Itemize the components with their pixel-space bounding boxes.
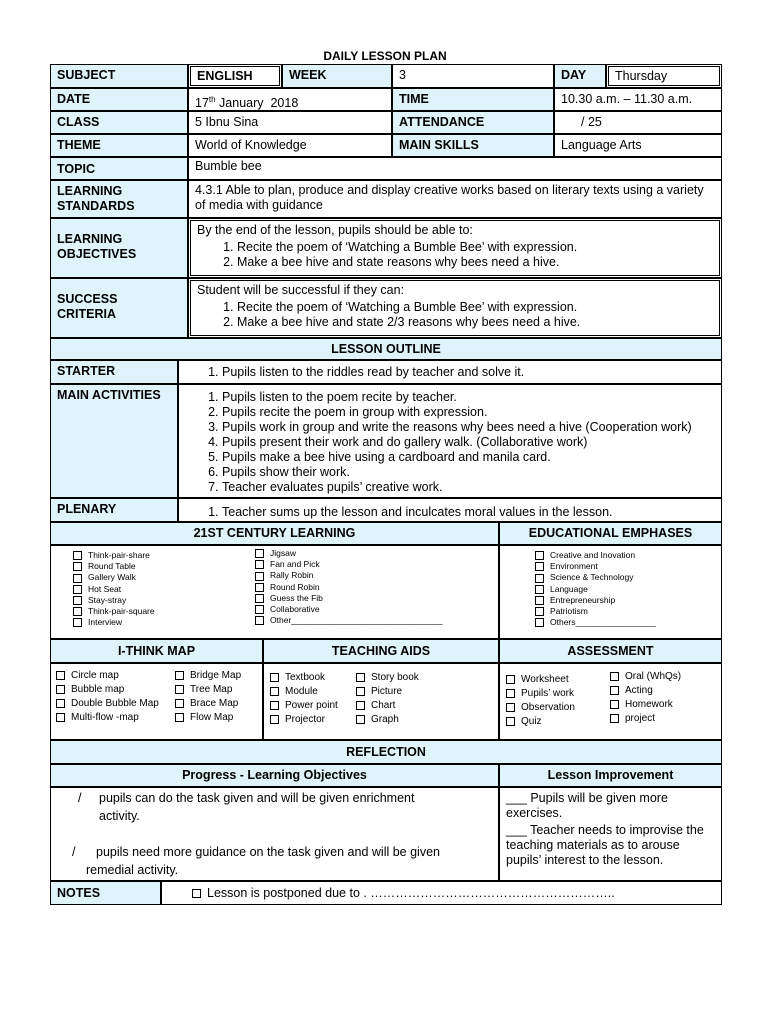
checkbox[interactable]: [356, 687, 365, 696]
option-label: Projector: [285, 714, 326, 725]
checkbox[interactable]: [270, 687, 279, 696]
main-activity-item: 3. Pupils work in group and write the reasons why bees need a hive (Cooperation work): [222, 420, 715, 435]
option-label: Homework: [625, 699, 673, 710]
checkbox[interactable]: [506, 717, 515, 726]
success-item: 2. Make a bee hive and state 2/3 reasons why bees need a hive.: [237, 315, 713, 330]
checkbox[interactable]: [192, 889, 201, 898]
success-criteria-content: [188, 278, 722, 338]
main-activity-item: 7. Teacher evaluates pupils’ creative work.: [222, 480, 715, 495]
checkbox[interactable]: [73, 607, 82, 616]
improvement-line-2: ___ Teacher needs to improvise the teaching materials as to arouse pupils’ interest to the lesson.: [506, 823, 704, 867]
checkbox[interactable]: [610, 700, 619, 709]
option-label: Story book: [371, 672, 419, 683]
time-label: TIME: [392, 88, 554, 111]
checkbox[interactable]: [610, 672, 619, 681]
learning-standards-value: 4.3.1 Able to plan, produce and display creative works based on literary texts using a variety of media with guidance: [188, 180, 722, 218]
objective-item: 1. Recite the poem of ‘Watching a Bumble Bee’ with expression.: [237, 240, 713, 255]
week-label: WEEK: [282, 64, 392, 88]
option-label: project: [625, 713, 656, 724]
option-label: Module: [285, 686, 318, 697]
checkbox[interactable]: [56, 685, 65, 694]
starter-label: STARTER: [50, 360, 178, 384]
checkbox[interactable]: [356, 673, 365, 682]
checkbox[interactable]: [255, 605, 264, 614]
option-label: Textbook: [285, 672, 326, 683]
option-label: Flow Map: [190, 712, 234, 723]
main-activity-item: 1. Pupils listen to the poem recite by teacher.: [222, 390, 715, 405]
plenary-item: 1. Teacher sums up the lesson and inculcates moral values in the lesson.: [222, 505, 715, 520]
option-label: Gallery Walk: [88, 572, 136, 583]
learning-standards-label: [50, 180, 188, 218]
assessment-heading: ASSESSMENT: [499, 639, 722, 663]
checkbox[interactable]: [255, 549, 264, 558]
notes-text: Lesson is postponed due to . …………………………………………………..: [207, 886, 615, 900]
checkbox[interactable]: [535, 551, 544, 560]
checkbox[interactable]: [56, 699, 65, 708]
subject-label: SUBJECT: [50, 64, 188, 88]
option-label: Collaborative: [270, 604, 320, 615]
option-label: Environment: [550, 561, 598, 572]
option-label: Jigsaw: [270, 548, 296, 558]
topic-value: Bumble bee: [188, 157, 722, 180]
option-label: Acting: [625, 685, 653, 696]
ls-label-line-2: STANDARDS: [57, 199, 135, 213]
subject-value: ENGLISH: [188, 64, 282, 88]
option-label: Hot Seat: [88, 583, 122, 594]
option-label: Rally Robin: [270, 570, 314, 581]
other-line: ________________________________: [291, 615, 443, 626]
main-activity-item: 5. Pupils make a bee hive using a cardboard and manila card.: [222, 450, 715, 465]
main-activities-list: [185, 390, 715, 495]
checkbox[interactable]: [73, 596, 82, 605]
progress-line-1a: pupils can do the task given and will be given enrichment: [99, 791, 415, 805]
date-label: DATE: [50, 88, 188, 111]
checkbox[interactable]: [56, 713, 65, 722]
progress-mark-1: /: [78, 791, 82, 805]
date-value: [188, 88, 392, 111]
checkbox[interactable]: [270, 715, 279, 724]
success-criteria-label: [50, 278, 188, 338]
checkbox[interactable]: [535, 562, 544, 571]
class-value: 5 Ibnu Sina: [188, 111, 392, 134]
checkbox[interactable]: [270, 701, 279, 710]
option-label: Entrepreneurship: [550, 594, 616, 605]
option-label: Circle map: [71, 670, 119, 681]
checkbox[interactable]: [255, 616, 264, 625]
checkbox[interactable]: [73, 574, 82, 583]
option-label: Picture: [371, 686, 403, 697]
checkbox[interactable]: [535, 618, 544, 627]
main-activity-item: 2. Pupils recite the poem in group with expression.: [222, 405, 715, 420]
success-intro: Student will be successful if they can:: [197, 283, 405, 297]
option-label: Stay-stray: [88, 594, 127, 605]
main-activities-label: MAIN ACTIVITIES: [50, 384, 178, 498]
option-label: Double Bubble Map: [71, 698, 159, 709]
document-title: DAILY LESSON PLAN: [323, 49, 447, 63]
time-value: 10.30 a.m. – 11.30 a.m.: [554, 88, 722, 111]
success-list: [197, 300, 713, 330]
week-value: 3: [392, 64, 554, 88]
century-learning-options: [50, 545, 499, 639]
lo-label-line-2: OBJECTIVES: [57, 247, 137, 261]
learning-objectives-label: [50, 218, 188, 278]
checkbox[interactable]: [270, 673, 279, 682]
main-activity-item: 4. Pupils present their work and do gallery walk. (Collaborative work): [222, 435, 715, 450]
option-label: Bridge Map: [190, 670, 242, 681]
attendance-label: ATTENDANCE: [392, 111, 554, 134]
option-label: Round Robin: [270, 581, 320, 592]
checkbox[interactable]: [610, 686, 619, 695]
others-line: _________________: [575, 617, 656, 628]
improvement-line-1: ___ Pupils will be given more exercises.: [506, 791, 668, 820]
option-label: Graph: [371, 714, 399, 725]
date-sup: th: [208, 95, 216, 104]
option-label: Worksheet: [521, 674, 569, 685]
ithink-map-options: [50, 663, 263, 740]
option-label: Think-pair-share: [88, 550, 150, 560]
option-label: Other: [270, 615, 292, 626]
educational-emphases-options: [499, 545, 722, 639]
option-label: Oral (WhQs): [625, 671, 682, 682]
checkbox[interactable]: [73, 551, 82, 560]
checkbox[interactable]: [255, 560, 264, 569]
checkbox[interactable]: [175, 671, 184, 680]
date-day: 17: [195, 96, 209, 111]
starter-content: [178, 360, 722, 384]
success-item: 1. Recite the poem of ‘Watching a Bumble Bee’ with expression.: [237, 300, 713, 315]
option-label: Pupils’ work: [521, 688, 574, 699]
checkbox[interactable]: [73, 562, 82, 571]
progress-content: [50, 787, 499, 881]
day-label: DAY: [554, 64, 606, 88]
plenary-list: [185, 505, 715, 520]
checkbox[interactable]: [175, 699, 184, 708]
progress-mark-2: /: [72, 845, 76, 859]
plenary-content: [178, 498, 722, 522]
improvement-content: [499, 787, 722, 881]
notes-label: NOTES: [50, 881, 161, 905]
lo-label-line-1: LEARNING: [57, 232, 123, 246]
progress-line-2b: remedial activity.: [86, 863, 179, 877]
option-label: Interview: [88, 617, 123, 628]
notes-content: [161, 881, 722, 905]
checkbox[interactable]: [175, 685, 184, 694]
objectives-intro: By the end of the lesson, pupils should be able to:: [197, 223, 473, 237]
sc-label-line-2: CRITERIA: [57, 307, 117, 321]
progress-heading: Progress - Learning Objectives: [50, 764, 499, 787]
checkbox[interactable]: [535, 585, 544, 594]
starter-item: 1. Pupils listen to the riddles read by teacher and solve it.: [222, 365, 715, 380]
checkbox[interactable]: [175, 713, 184, 722]
main-activity-item: 6. Pupils show their work.: [222, 465, 715, 480]
attendance-value: / 25: [554, 111, 722, 134]
objective-item: 2. Make a bee hive and state reasons why bees need a hive.: [237, 255, 713, 270]
option-label: Chart: [371, 700, 396, 711]
teaching-aids-options: [263, 663, 499, 740]
progress-line-2a: pupils need more guidance on the task given and will be given: [96, 845, 440, 859]
century-learning-heading: 21ST CENTURY LEARNING: [50, 522, 499, 545]
option-label: Tree Map: [190, 684, 233, 695]
ls-label-line-1: LEARNING: [57, 184, 123, 198]
option-label: Others: [550, 617, 576, 628]
checkbox[interactable]: [535, 607, 544, 616]
checkbox[interactable]: [255, 572, 264, 581]
checkbox[interactable]: [356, 701, 365, 710]
educational-emphases-heading: EDUCATIONAL EMPHASES: [499, 522, 722, 545]
class-label: CLASS: [50, 111, 188, 134]
assessment-options: [499, 663, 722, 740]
learning-objectives-content: [188, 218, 722, 278]
checkbox[interactable]: [506, 703, 515, 712]
checkbox[interactable]: [356, 715, 365, 724]
day-value: Thursday: [606, 64, 722, 88]
topic-label: TOPIC: [50, 157, 188, 180]
checkbox[interactable]: [535, 574, 544, 583]
improvement-heading: Lesson Improvement: [499, 764, 722, 787]
option-label: Multi-flow -map: [71, 712, 139, 723]
main-skills-label: MAIN SKILLS: [392, 134, 554, 157]
checkbox[interactable]: [73, 585, 82, 594]
checkbox[interactable]: [535, 596, 544, 605]
checkbox[interactable]: [506, 675, 515, 684]
theme-value: World of Knowledge: [188, 134, 392, 157]
checkbox[interactable]: [506, 689, 515, 698]
option-label: Creative and Inovation: [550, 550, 636, 560]
teaching-aids-heading: TEACHING AIDS: [263, 639, 499, 663]
theme-label: THEME: [50, 134, 188, 157]
option-label: Brace Map: [190, 698, 239, 709]
option-label: Language: [550, 583, 588, 594]
sc-label-line-1: SUCCESS: [57, 292, 118, 306]
option-label: Observation: [521, 702, 575, 713]
main-skills-value: Language Arts: [554, 134, 722, 157]
checkbox[interactable]: [610, 714, 619, 723]
checkbox[interactable]: [255, 594, 264, 603]
option-label: Science & Technology: [550, 572, 634, 583]
option-label: Guess the Fib: [270, 592, 323, 603]
checkbox[interactable]: [73, 618, 82, 627]
option-label: Round Table: [88, 561, 136, 572]
ithink-map-heading: I-THINK MAP: [50, 639, 263, 663]
checkbox[interactable]: [56, 671, 65, 680]
option-label: Patriotism: [550, 606, 588, 617]
option-label: Quiz: [521, 716, 542, 727]
checkbox[interactable]: [255, 583, 264, 592]
option-label: Bubble map: [71, 684, 125, 695]
option-label: Power point: [285, 700, 338, 711]
progress-line-1b: activity.: [99, 809, 140, 823]
option-label: Think-pair-square: [88, 606, 155, 617]
date-rest: January 2018: [215, 96, 299, 111]
main-activities-content: [178, 384, 722, 498]
starter-list: [185, 365, 715, 380]
option-label: Fan and Pick: [270, 559, 320, 570]
reflection-heading: REFLECTION: [50, 740, 722, 764]
plenary-label: PLENARY: [50, 498, 178, 522]
objectives-list: [197, 240, 713, 270]
lesson-outline-heading: LESSON OUTLINE: [50, 338, 722, 360]
